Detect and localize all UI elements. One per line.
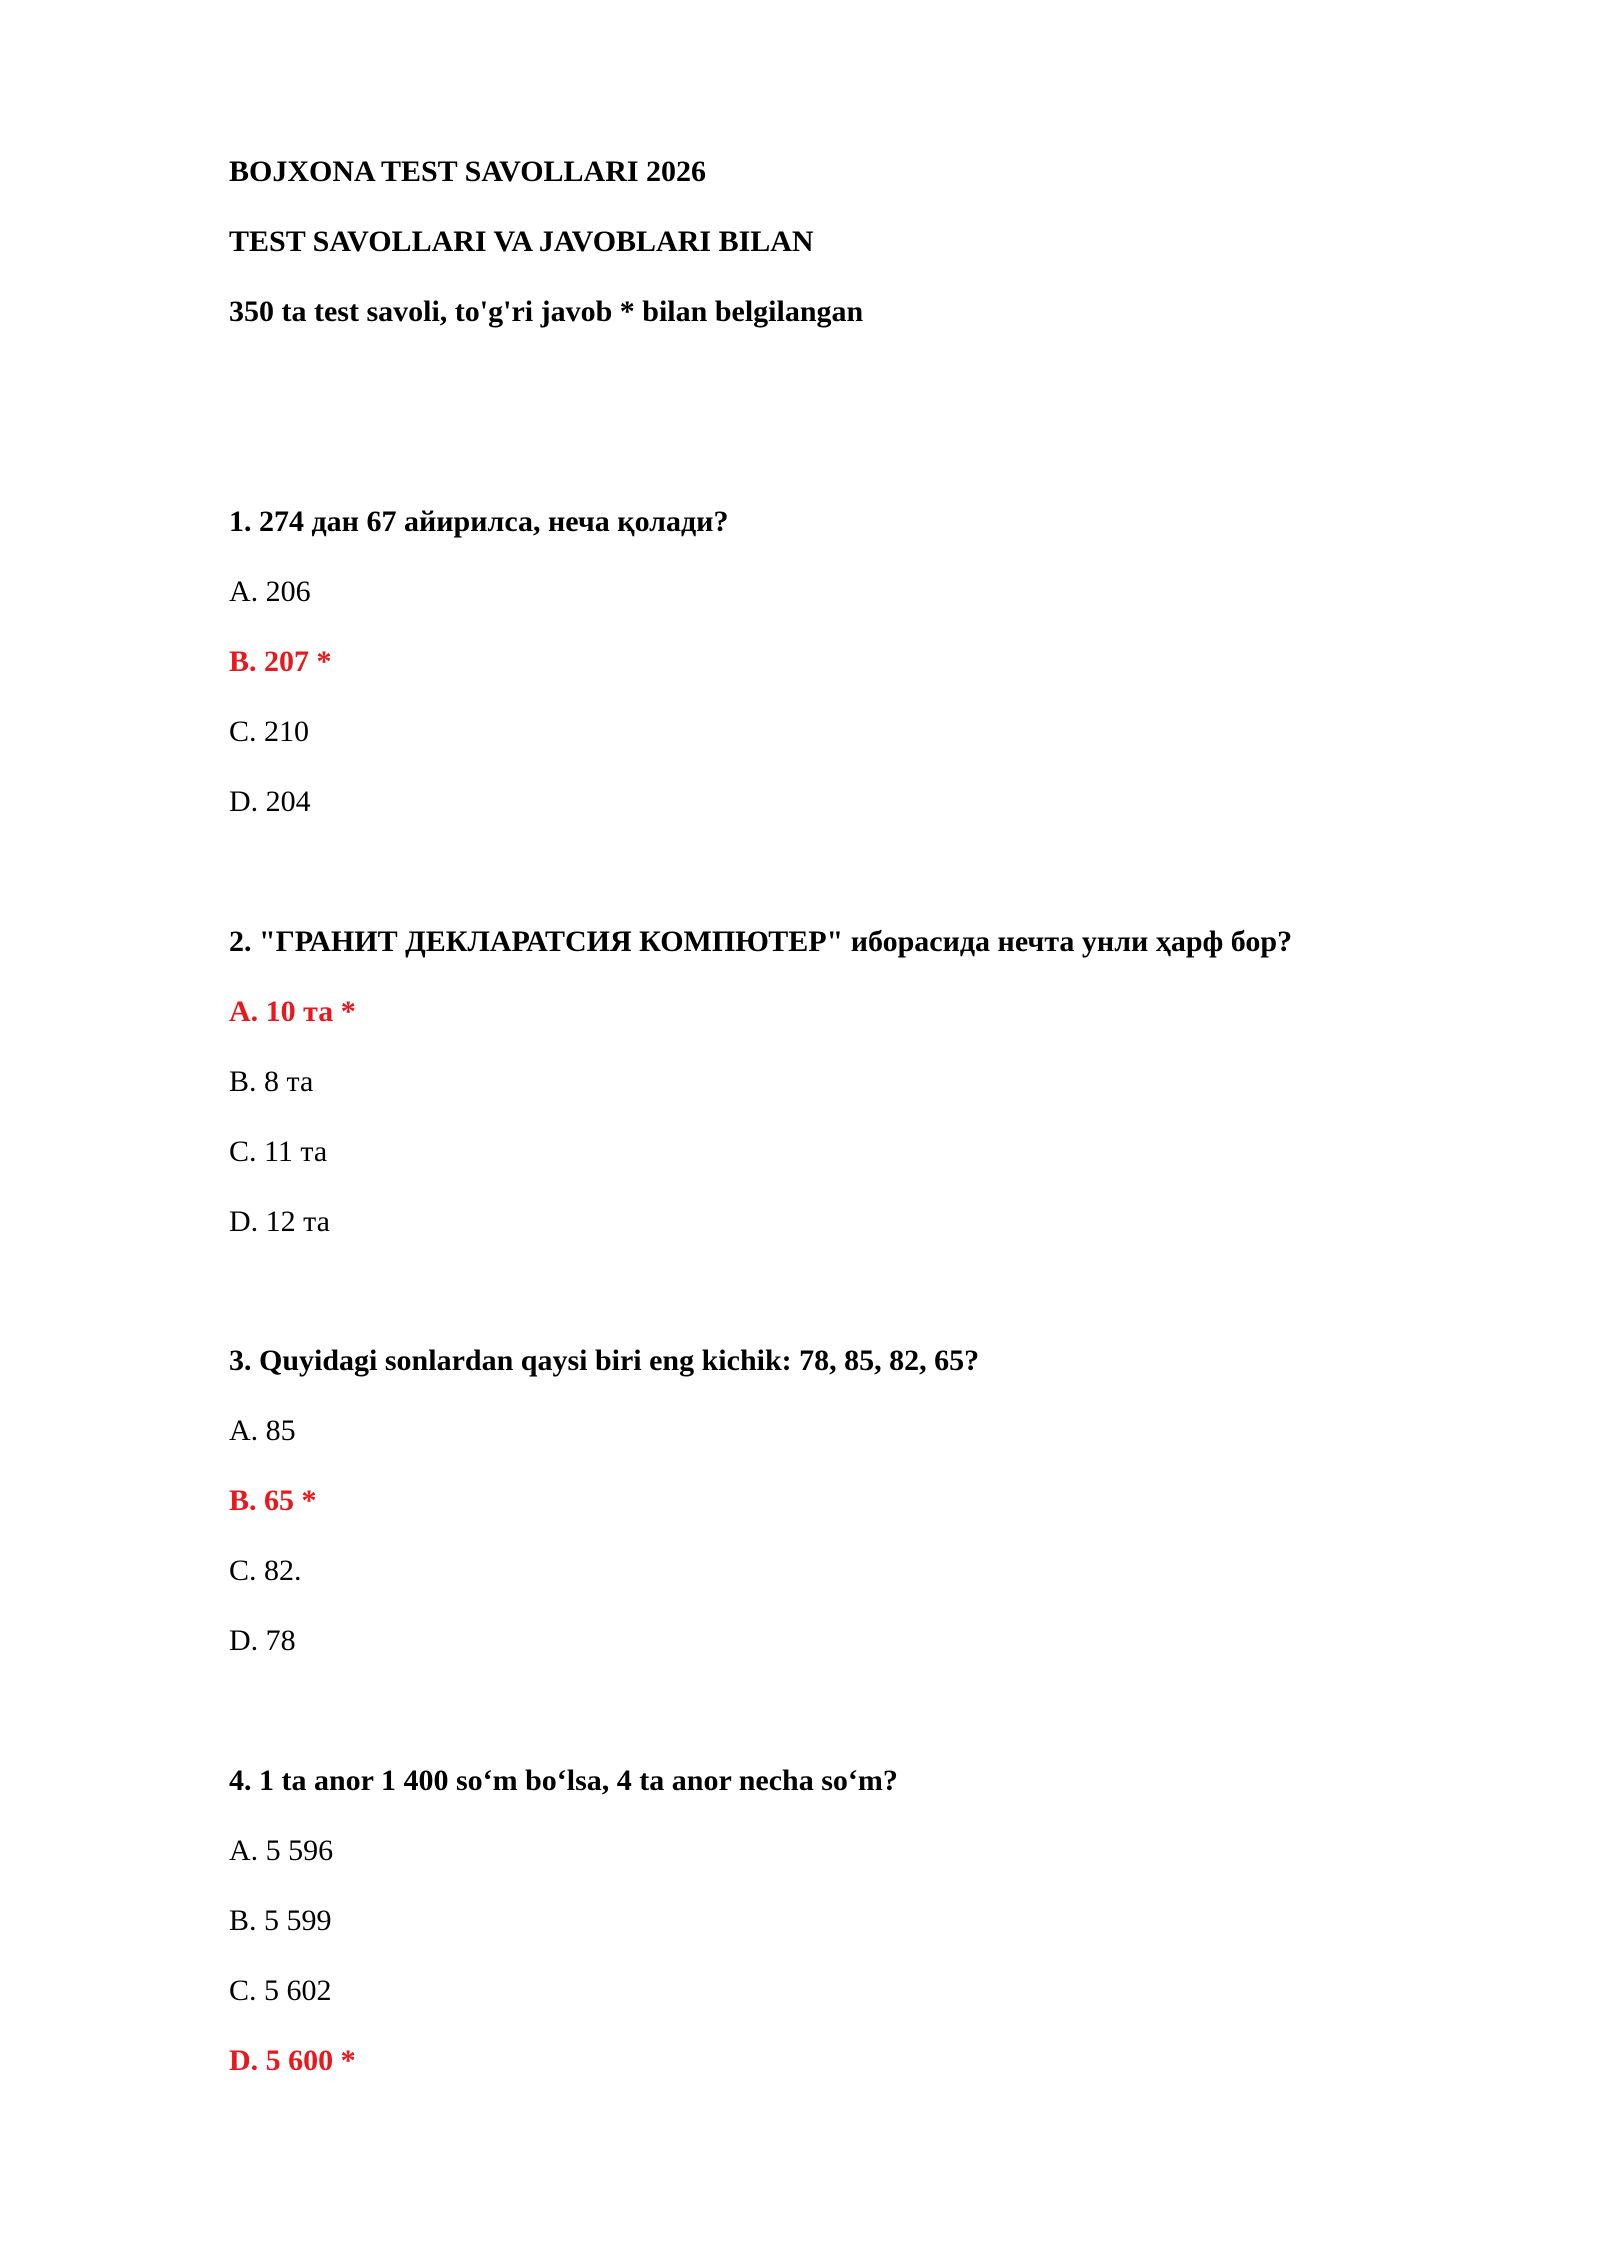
document-note: 350 ta test savoli, to'g'ri javob * bilan belgilangan [229, 295, 864, 328]
question-1: 1. 274 дан 67 айирилса, неча қолади? [229, 505, 729, 538]
document-title: BOJXONA TEST SAVOLLARI 2026 [229, 155, 707, 188]
question-3-option-b: B. 65 * [229, 1484, 317, 1517]
question-4-option-c: C. 5 602 [229, 1974, 332, 2007]
question-4: 4. 1 ta anor 1 400 so‘m bo‘lsa, 4 ta anor necha so‘m? [229, 1764, 898, 1797]
question-3-option-c: C. 82. [229, 1554, 302, 1587]
question-2-option-a: A. 10 та * [229, 995, 356, 1028]
document-subtitle: TEST SAVOLLARI VA JAVOBLARI BILAN [229, 225, 814, 258]
question-4-option-a: A. 5 596 [229, 1834, 334, 1867]
question-1-option-d: D. 204 [229, 785, 311, 818]
question-3-option-a: A. 85 [229, 1414, 296, 1447]
question-1-option-b: B. 207 * [229, 645, 332, 678]
question-2-option-d: D. 12 та [229, 1205, 330, 1238]
question-3: 3. Quyidagi sonlardan qaysi biri eng kichik: 78, 85, 82, 65? [229, 1344, 980, 1377]
question-1-option-a: A. 206 [229, 575, 311, 608]
question-1-option-c: C. 210 [229, 715, 310, 748]
question-4-option-b: B. 5 599 [229, 1904, 332, 1937]
question-2: 2. "ГРАНИТ ДЕКЛАРАТСИЯ КОМПЮТЕР" иборасида нечта унли ҳарф бор? [229, 925, 1293, 958]
question-2-option-c: C. 11 та [229, 1135, 328, 1168]
question-4-option-d: D. 5 600 * [229, 2044, 356, 2077]
question-3-option-d: D. 78 [229, 1624, 296, 1657]
question-2-option-b: B. 8 та [229, 1065, 314, 1098]
